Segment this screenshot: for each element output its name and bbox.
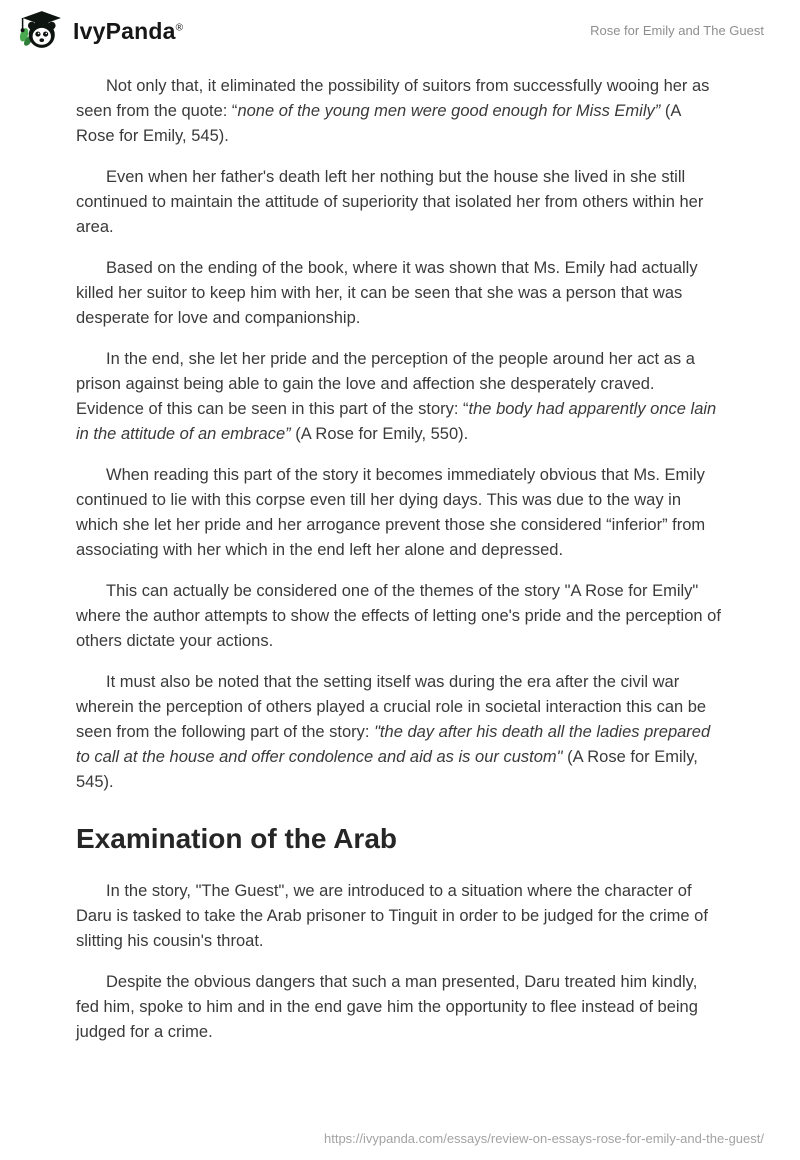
essay-paragraph — [76, 347, 722, 447]
text-segment: Even when her father's death left her nothing but the house she lived in she still continued to maintain the attitude of superiority that isolated her from others within her area. — [76, 168, 704, 236]
footer-url: https://ivypanda.com/essays/review-on-essays-rose-for-emily-and-the-guest/ — [323, 1131, 764, 1146]
text-segment: In the story, "The Guest", we are introduced to a situation where the character of Daru is tasked to take the Arab prisoner to Tinguit in order to be judged for the crime of slitting his cousin's throat. — [76, 882, 708, 950]
text-segment: This can actually be considered one of the themes of the story "A Rose for Emily" where the author attempts to show the effects of letting one's pride and the perception of others dictate your actions. — [76, 582, 721, 650]
text-segment: It must also be noted that the setting itself was during the era after the civil war wherein the perception of others played a crucial role in societal interaction this can be seen from the following part of the story: — [76, 673, 707, 741]
essay-content — [0, 60, 800, 1045]
registered-mark: ® — [175, 21, 184, 33]
essay-paragraph — [76, 165, 722, 240]
text-segment: (A Rose for Emily, 550). — [290, 425, 469, 443]
text-segment: (A Rose for Emily, 545). — [76, 102, 681, 145]
essay-paragraph — [76, 579, 722, 654]
essay-paragraph — [76, 879, 722, 954]
ivypanda-panda-logo-icon — [18, 8, 64, 54]
document-title: Rose for Emily and The Guest — [590, 23, 764, 38]
quote-segment: none of the young men were good enough for Miss Emily” — [237, 102, 661, 120]
text-segment: Based on the ending of the book, where it was shown that Ms. Emily had actually killed her suitor to keep him with her, it can be seen that she was a person that was desperate for love and companionship. — [76, 259, 698, 327]
text-segment: Despite the obvious dangers that such a man presented, Daru treated him kindly, fed him, spoke to him and in the end gave him the opportunity to flee instead of being judged for a crime. — [76, 973, 698, 1041]
quote-segment: the body had apparently once lain in the attitude of an embrace” — [76, 400, 717, 443]
brand-name — [73, 18, 183, 45]
text-segment: In the end, she let her pride and the perception of the people around her act as a prison against being able to gain the love and affection she desperately craved. Evidence of this can be seen in this part of the story: “ — [76, 350, 695, 418]
brand — [18, 8, 183, 54]
text-segment: (A Rose for Emily, 545). — [76, 748, 698, 791]
page-header — [0, 0, 800, 60]
essay-paragraph — [76, 74, 722, 149]
essay-paragraph — [76, 463, 722, 563]
essay-paragraph — [76, 670, 722, 795]
text-segment: When reading this part of the story it becomes immediately obvious that Ms. Emily continued to lie with this corpse even till her dying days. This was due to the way in which she let her pride and her arrogance prevent those she considered “inferior” from associating with her which in the end left her alone and depressed. — [76, 466, 706, 559]
page-footer — [324, 1131, 764, 1146]
text-segment: Not only that, it eliminated the possibility of suitors from successfully wooing her as seen from the quote: “ — [76, 77, 710, 120]
section-heading: Examination of the Arab — [76, 823, 398, 854]
quote-segment: "the day after his death all the ladies prepared to call at the house and offer condolence and aid as is our custom" — [76, 723, 711, 766]
brand-text: IvyPanda — [73, 17, 176, 44]
essay-paragraph — [76, 256, 722, 331]
essay-paragraph — [76, 970, 722, 1045]
